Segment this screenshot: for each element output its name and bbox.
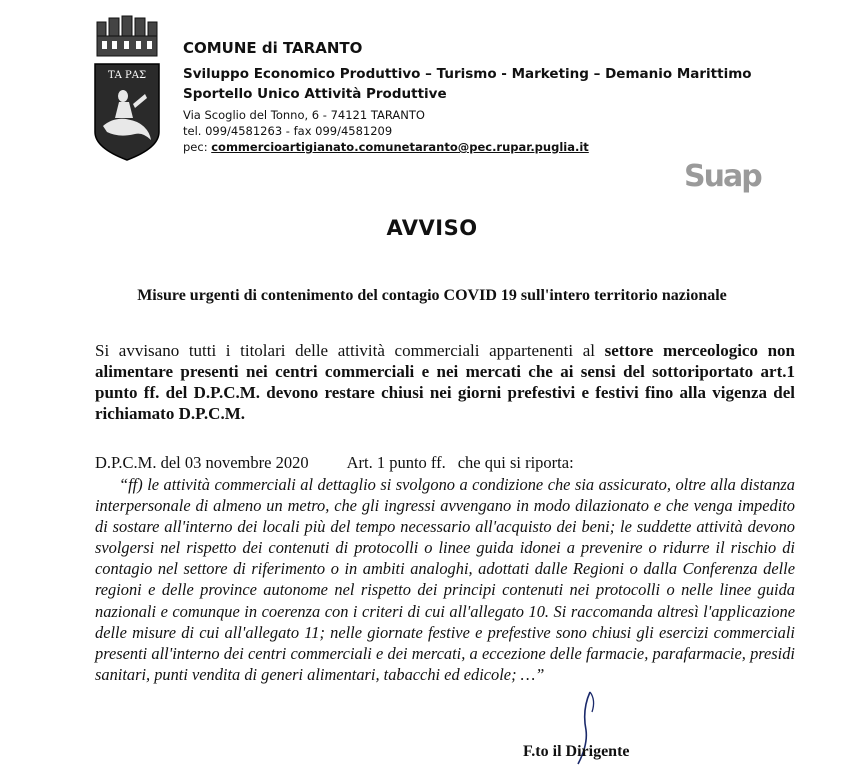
signer-title: F.to il Dirigente (523, 743, 630, 760)
pec-email-link[interactable]: commercioartigianato.comunetaranto@pec.rupar.puglia.it (211, 140, 589, 154)
dpcm-reference (95, 453, 574, 473)
notice-paragraph-text: Si avvisano tutti i titolari delle attività commerciali appartenenti al (95, 341, 605, 360)
pec-label: pec: (183, 140, 212, 154)
pec-line (183, 140, 589, 154)
dpcm-quote: “ff) le attività commerciali al dettaglio si svolgono a condizione che sia assicurato, oltre alla distanza interpersonale di almeno un metro, che gli ingressi avvengano in modo dilazionato e che venga impedito di sostare all'interno dei locali più del tempo necessario all'acquisto dei beni; le suddette attività devono svolgersi nel rispetto dei contenuti di protocolli o linee guida idonei a prevenire o ridurre il rischio di contagio nel settore di riferimento o in ambiti analoghi, adottati dalle Regioni o dalla Conferenza delle regioni e delle province autonome nel rispetto dei principi contenuti nei protocolli o nelle linee guida nazionali e comunque in coerenza con i criteri di cui all'allegato 10. Si raccomanda altresì l'applicazione delle misure di cui all'allegato 11; nelle giornate festive e prefestive sono chiusi gli esercizi commerciali presenti all'interno dei centri commerciali e dei mercati, a eccezione delle farmacie, parafarmacie, presidi sanitari, punti vendita di generi alimentari, tabacchi ed edicole; …” (95, 475, 795, 684)
office-name: Sportello Unico Attività Produttive (183, 86, 447, 102)
office-phone: tel. 099/4581263 - fax 099/4581209 (183, 124, 393, 138)
notice-subtitle: Misure urgenti di contenimento del contagio COVID 19 sull'intero territorio nazionale (137, 287, 727, 304)
taranto-crest-logo (93, 14, 161, 162)
department-name: Sviluppo Economico Produttivo – Turismo - Marketing – Demanio Marittimo (183, 66, 752, 82)
dpcm-note: che qui si riporta: (457, 453, 574, 472)
org-name: COMUNE di TARANTO (183, 39, 363, 57)
svg-text:Suap: Suap (684, 159, 761, 194)
notice-title: AVVISO (386, 216, 478, 240)
notice-paragraph (95, 340, 795, 424)
notice-paragraph-emphasis: settore merceologico non alimentare presenti nei centri commerciali e nei mercati che ai sensi del sottoriportato art.1 punto ff. del D.P.C.M. devono restare chiusi nei giorni prefestivi e festivi fino alla vigenza del richiamato D.P.C.M. (95, 341, 795, 423)
dpcm-date: D.P.C.M. del 03 novembre 2020 (95, 453, 309, 472)
dpcm-article: Art. 1 punto ff. (346, 453, 446, 472)
crest-motto: ΤΑ ΡΑΣ (107, 70, 147, 81)
office-address: Via Scoglio del Tonno, 6 - 74121 TARANTO (183, 108, 425, 122)
suap-logo (682, 155, 774, 195)
